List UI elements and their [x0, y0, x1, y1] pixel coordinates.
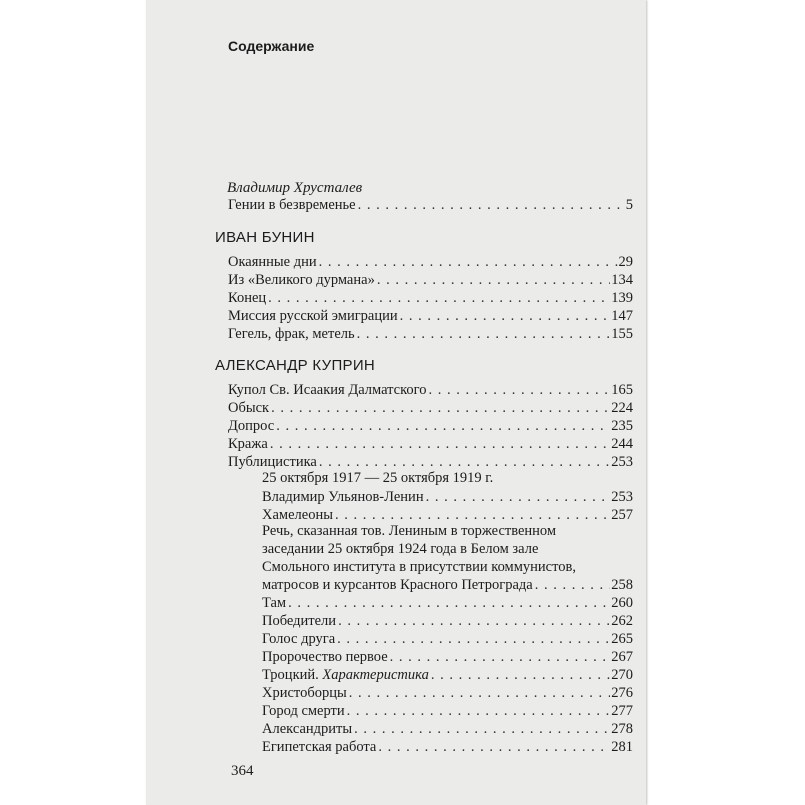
toc-entry-page: 147 [611, 308, 633, 324]
toc-entry-page: 257 [611, 507, 633, 523]
toc-entry-title [262, 666, 431, 684]
toc-entry-page: 258 [611, 577, 633, 593]
toc-entry-title: Миссия русской эмиграции [228, 308, 398, 324]
toc-entry-page: 235 [611, 418, 633, 434]
toc-entry [228, 307, 633, 325]
toc-entry-title: Египетская работа [262, 739, 377, 755]
toc-entry-page: 278 [611, 721, 633, 737]
toc-entry-title: Голос друга [262, 631, 336, 647]
toc-subentry-trotsky [262, 666, 633, 684]
section-heading-kuprin: АЛЕКСАНДР КУПРИН [215, 357, 376, 374]
toc-entry-page: 253 [611, 489, 633, 505]
toc-entry [228, 417, 633, 435]
toc-entry-page: 29 [618, 254, 633, 270]
toc-subentry [262, 738, 633, 756]
toc-entry-title: Город смерти [262, 703, 345, 719]
toc-entry-page: 139 [611, 290, 633, 306]
toc-entry-page: 5 [625, 197, 633, 213]
toc-entry-page: 260 [611, 595, 633, 611]
toc-entry-page: 253 [611, 454, 633, 470]
toc-entry-page: 276 [611, 685, 633, 701]
toc-subentry [262, 684, 633, 702]
toc-entry-title: Христоборцы [262, 685, 347, 701]
toc-entry-page: 267 [611, 649, 633, 665]
toc-subheading: 25 октября 1917 — 25 октября 1919 г. [262, 470, 494, 486]
toc-entry-page: 165 [611, 382, 633, 398]
toc-entry [228, 381, 633, 399]
section-heading-bunin: ИВАН БУНИН [215, 229, 315, 246]
toc-entry-page: 155 [611, 326, 633, 342]
toc-entry-title: Гегель, фрак, метель [228, 326, 355, 342]
toc-entry-title: Обыск [228, 400, 270, 416]
toc-subentry [262, 488, 633, 506]
toc-entry [228, 271, 633, 289]
toc-entry-title-italic: Характеристика [322, 667, 429, 683]
toc-entry-page: 265 [611, 631, 633, 647]
toc-entry-title: Владимир Ульянов-Ленин [262, 489, 424, 505]
toc-entry-title: Победители [262, 613, 337, 629]
toc-speech-line: Речь, сказанная тов. Лениным в торжественном [262, 523, 557, 539]
toc-entry [228, 435, 633, 453]
toc-entry-title: Допрос [228, 418, 275, 434]
toc-subentry [262, 720, 633, 738]
toc-entry-title: Александриты [262, 721, 353, 737]
toc-entry [228, 289, 633, 307]
toc-entry [228, 253, 633, 271]
toc-entry-title: Окаянные дни [228, 254, 317, 270]
toc-subentry [262, 648, 633, 666]
toc-entry-page: 224 [611, 400, 633, 416]
toc-entry-title: Хамелеоны [262, 507, 333, 523]
toc-speech-line: Смольного института в присутствии коммунистов, [262, 559, 576, 575]
toc-entry-title: Конец [228, 290, 267, 306]
page-number: 364 [231, 763, 254, 779]
toc-subentry [262, 576, 633, 594]
toc-entry [228, 399, 633, 417]
toc-entry-page: 244 [611, 436, 633, 452]
toc-speech-line: заседании 25 октября 1924 года в Белом зале [262, 541, 539, 557]
toc-entry-page: 281 [611, 739, 633, 755]
toc-entry [228, 325, 633, 343]
toc-entry-page: 262 [611, 613, 633, 629]
toc-subentry [262, 630, 633, 648]
toc-entry-title: Кража [228, 436, 268, 452]
toc-entry-title: Из «Великого дурмана» [228, 272, 375, 288]
intro-author: Владимир Хрусталев [227, 180, 363, 196]
toc-subentry [262, 702, 633, 720]
toc-subentry [262, 612, 633, 630]
toc-entry-page: 277 [611, 703, 633, 719]
page-title: Содержание [228, 38, 315, 54]
toc-entry-title: Там [262, 595, 287, 611]
toc-entry-title: Пророчество первое [262, 649, 388, 665]
toc-entry-page: 134 [611, 272, 633, 288]
toc-entry-title: Публицистика [228, 454, 317, 470]
toc-entry-title: Купол Св. Исаакия Далматского [228, 382, 427, 398]
toc-entry-intro [228, 196, 633, 214]
toc-entry-page: 270 [611, 667, 633, 683]
toc-entry-title: матросов и курсантов Красного Петрограда [262, 577, 533, 593]
toc-subentry [262, 594, 633, 612]
toc-entry-title-plain: Троцкий. [262, 667, 319, 683]
toc-entry-title: Гении в безвременье [228, 197, 356, 213]
